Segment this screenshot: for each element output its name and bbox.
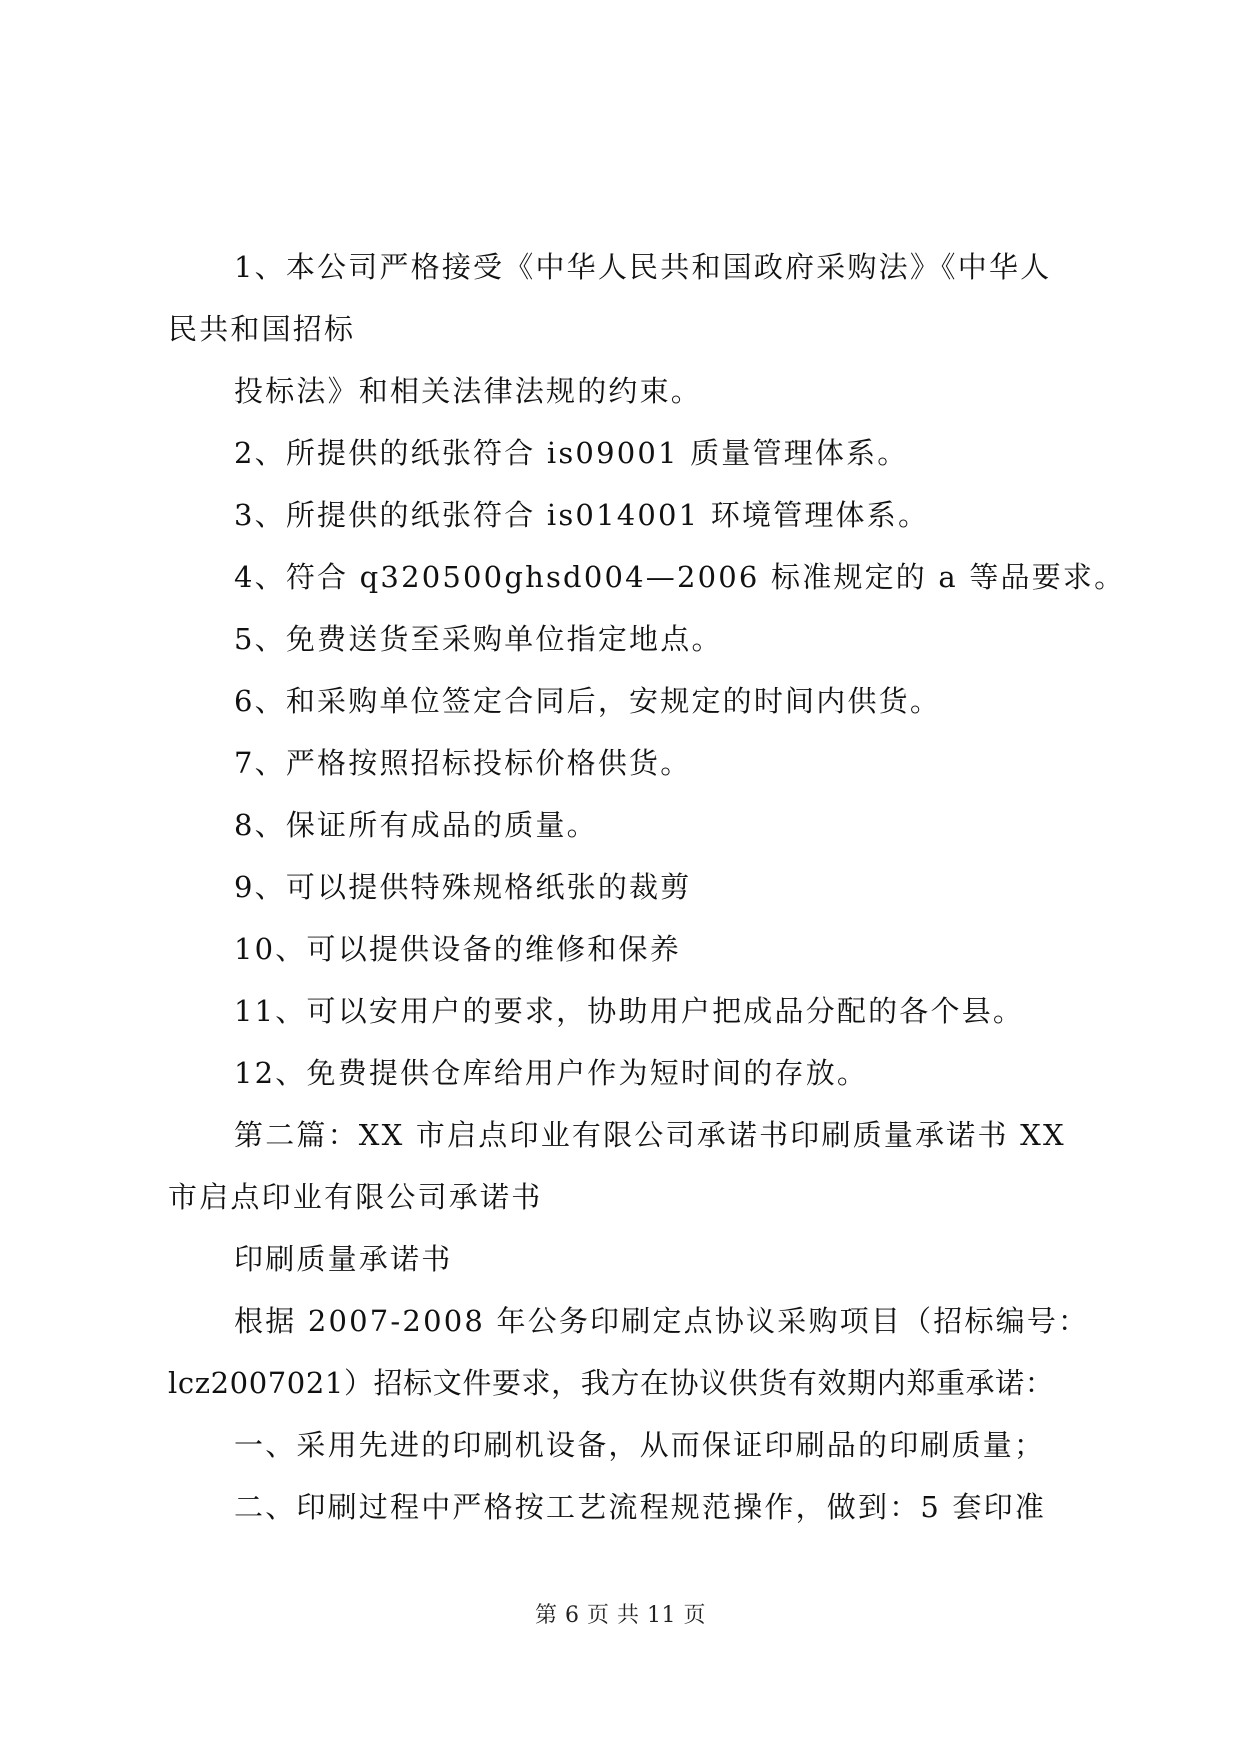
paragraph-line: 第二篇：XX 市启点印业有限公司承诺书印刷质量承诺书 XX	[234, 1118, 1066, 1152]
paragraph-5: 4、符合 q320500ghsd004—2006 标准规定的 a 等品要求。	[234, 560, 1126, 594]
paragraph-line: 根据 2007-2008 年公务印刷定点协议采购项目（招标编号：	[234, 1304, 1090, 1338]
paragraph-7: 6、和采购单位签定合同后，安规定的时间内供货。	[234, 684, 942, 718]
paragraph-commitment-1: 一、采用先进的印刷机设备，从而保证印刷品的印刷质量；	[234, 1428, 1046, 1462]
paragraph-9: 8、保证所有成品的质量。	[234, 808, 598, 842]
paragraph-line: 民共和国招标	[168, 312, 356, 346]
paragraph-2: 投标法》和相关法律法规的约束。	[234, 374, 703, 408]
paragraph-commitment-2: 二、印刷过程中严格按工艺流程规范操作，做到：5 套印准	[234, 1490, 1047, 1524]
paragraph-line: lcz2007021）招标文件要求，我方在协议供货有效期内郑重承诺：	[168, 1366, 1055, 1400]
paragraph-4: 3、所提供的纸张符合 is014001 环境管理体系。	[234, 498, 930, 532]
paragraph-1	[168, 236, 1080, 360]
page-number-footer: 第 6 页 共 11 页	[535, 1603, 706, 1628]
paragraph-8: 7、严格按照招标投标价格供货。	[234, 746, 692, 780]
paragraph-13: 12、免费提供仓库给用户作为短时间的存放。	[234, 1056, 869, 1090]
paragraph-3: 2、所提供的纸张符合 is09001 质量管理体系。	[234, 436, 909, 470]
paragraph-basis	[168, 1290, 1090, 1414]
paragraph-line: 市启点印业有限公司承诺书	[168, 1180, 543, 1214]
paragraph-12: 11、可以安用户的要求，协助用户把成品分配的各个县。	[234, 994, 1025, 1028]
subsection-title: 印刷质量承诺书	[234, 1242, 453, 1276]
paragraph-11: 10、可以提供设备的维修和保养	[234, 932, 681, 966]
section-heading	[168, 1104, 1080, 1228]
paragraph-6: 5、免费送货至采购单位指定地点。	[234, 622, 723, 656]
paragraph-10: 9、可以提供特殊规格纸张的裁剪	[234, 870, 692, 904]
paragraph-line: 1、本公司严格接受《中华人民共和国政府采购法》《中华人	[234, 250, 1052, 284]
document-body	[168, 236, 1126, 1538]
